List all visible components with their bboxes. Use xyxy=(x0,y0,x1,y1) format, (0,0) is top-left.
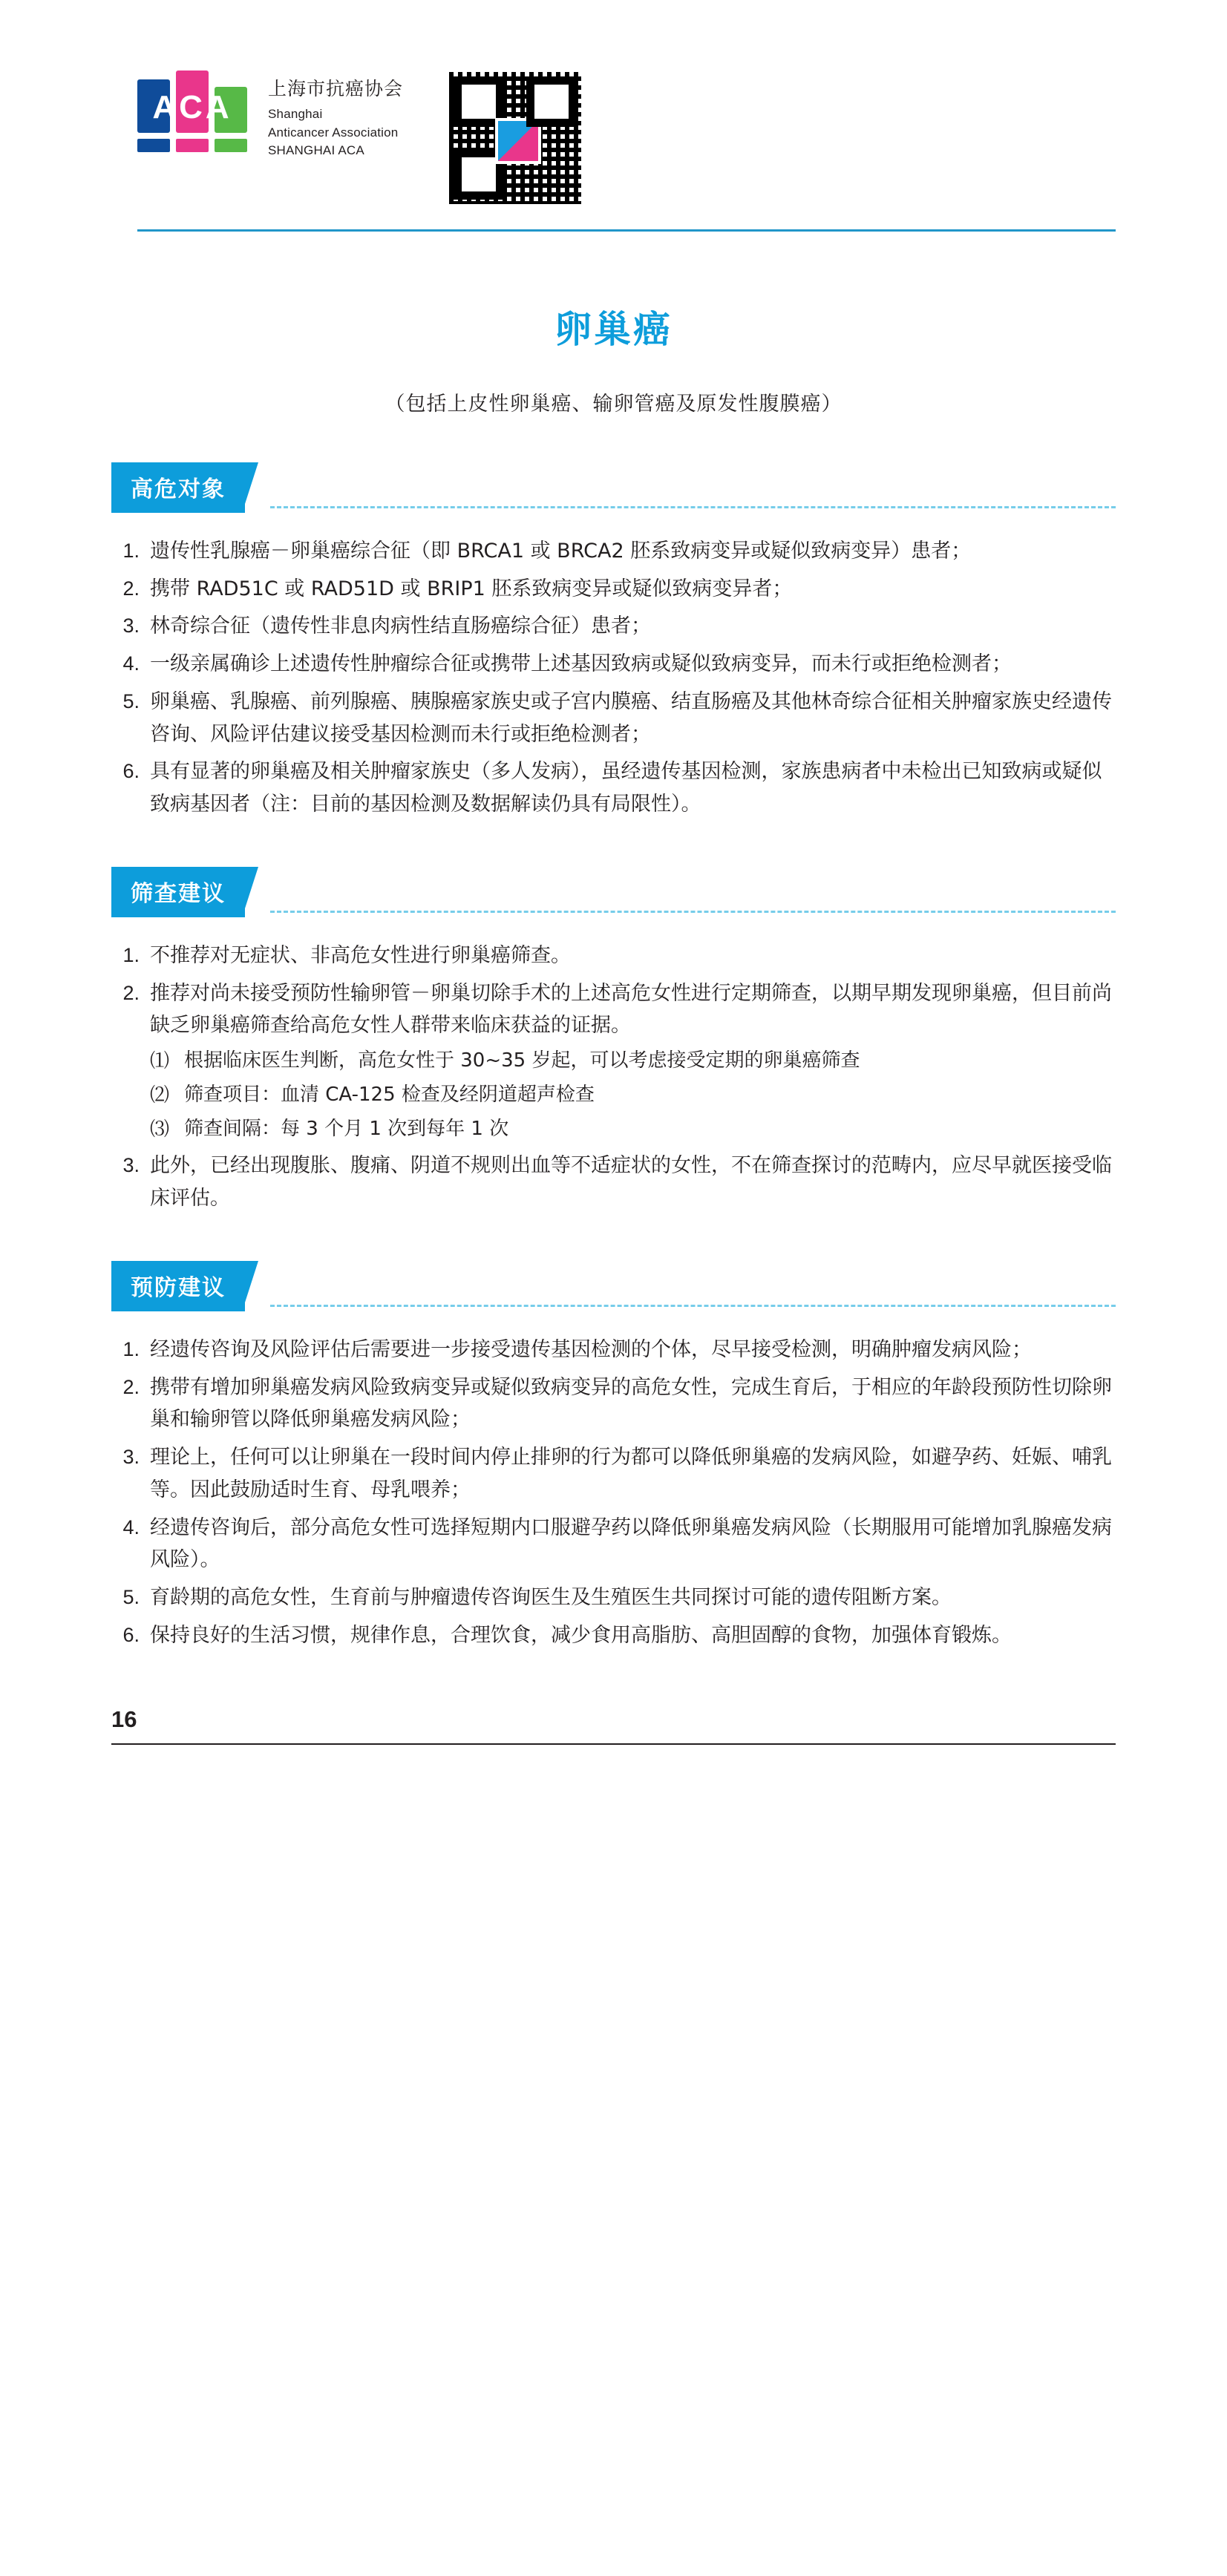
list-item-number: 3. xyxy=(122,1154,140,1177)
sub-list-item xyxy=(150,1045,1116,1076)
list-item xyxy=(111,1582,1116,1614)
organization-logo xyxy=(137,71,403,160)
list-item xyxy=(111,977,1116,1145)
list-item-number: 1. xyxy=(122,943,140,966)
org-name-cn: 上海市抗癌协会 xyxy=(268,78,404,99)
org-name-en-line2: Anticancer Association xyxy=(268,125,399,140)
list-item-number: 6. xyxy=(122,760,140,783)
list-item-number: 1. xyxy=(122,1337,140,1360)
header-divider xyxy=(137,229,1116,232)
sub-list-item-text: 筛查项目：血清 CA-125 检查及经阴道超声检查 xyxy=(184,1084,595,1107)
list-item xyxy=(111,686,1116,750)
page-subtitle: （包括上皮性卵巢癌、输卵管癌及原发性腹膜癌） xyxy=(385,393,842,416)
list-item-body xyxy=(150,977,1116,1145)
list-item xyxy=(111,1441,1116,1506)
section-list xyxy=(111,1334,1116,1652)
aca-logo-letters: ACA xyxy=(152,89,232,125)
list-item-text: 经遗传咨询及风险评估后需要进一步接受遗传基因检测的个体，尽早接受检测，明确肿瘤发病风险； xyxy=(150,1337,1032,1361)
page-header xyxy=(0,0,1227,204)
list-item-text: 经遗传咨询后，部分高危女性可选择短期内口服避孕药以降低卵巢癌发病风险（长期服用可能增加乳腺癌发病风险）。 xyxy=(150,1515,1112,1572)
list-item-number: 3. xyxy=(122,1446,140,1469)
list-item xyxy=(111,648,1116,681)
list-item xyxy=(111,1512,1116,1576)
org-name-en-line3: SHANGHAI ACA xyxy=(268,143,364,158)
list-item-number: 5. xyxy=(122,1586,140,1609)
qr-code-icon xyxy=(449,72,581,204)
page-footer xyxy=(111,1706,1116,1788)
sub-list-item xyxy=(150,1113,1116,1144)
list-item-text: 保持良好的生活习惯，规律作息，合理饮食，减少食用高脂肪、高胆固醇的食物，加强体育锻炼。 xyxy=(150,1623,1012,1647)
sub-list-item-number: ⑶ xyxy=(150,1118,170,1141)
list-item-text: 不推荐对无症状、非高危女性进行卵巢癌筛查。 xyxy=(150,943,571,967)
list-item-number: 2. xyxy=(122,1375,140,1398)
section-header xyxy=(111,462,1116,513)
sub-list-item-text: 根据临床医生判断，高危女性于 30~35 岁起，可以考虑接受定期的卵巢癌筛查 xyxy=(184,1049,860,1072)
section-header xyxy=(111,1261,1116,1311)
list-item-number: 4. xyxy=(122,652,140,675)
list-item xyxy=(111,1619,1116,1652)
list-item-number: 5. xyxy=(122,689,140,712)
section-dashed-rule xyxy=(270,1305,1116,1307)
sub-list-item xyxy=(150,1079,1116,1110)
section-list xyxy=(111,940,1116,1215)
list-item xyxy=(111,535,1116,568)
list-item-text: 育龄期的高危女性，生育前与肿瘤遗传咨询医生及生殖医生共同探讨可能的遗传阻断方案。 xyxy=(150,1586,952,1610)
list-item-number: 3. xyxy=(122,614,140,638)
list-item xyxy=(111,1150,1116,1214)
list-item-number: 2. xyxy=(122,577,140,600)
list-item-text: 具有显著的卵巢癌及相关肿瘤家族史（多人发病），虽经遗传基因检测，家族患病者中未检出已知致病或疑似致病基因者（注：目前的基因检测及数据解读仍具有局限性）。 xyxy=(150,760,1102,816)
page-number: 16 xyxy=(111,1706,137,1733)
list-item-text: 携带 RAD51C 或 RAD51D 或 BRIP1 胚系致病变异或疑似致病变异者； xyxy=(150,577,793,600)
section-list xyxy=(111,535,1116,821)
list-item-text: 林奇综合征（遗传性非息肉病性结直肠癌综合征）患者； xyxy=(150,614,651,638)
sub-list xyxy=(150,1045,1116,1144)
list-item-number: 2. xyxy=(122,981,140,1004)
section-dashed-rule xyxy=(270,911,1116,913)
list-item xyxy=(111,1334,1116,1366)
list-item-text: 卵巢癌、乳腺癌、前列腺癌、胰腺癌家族史或子宫内膜癌、结直肠癌及其他林奇综合征相关肿瘤家族史经遗传咨询、风险评估建议接受基因检测而未行或拒绝检测者； xyxy=(150,689,1112,746)
section-screening xyxy=(111,867,1116,1215)
list-item xyxy=(111,610,1116,643)
list-item-number: 1. xyxy=(122,540,140,562)
list-item xyxy=(111,940,1116,972)
section-prevention xyxy=(111,1261,1116,1652)
list-item-number: 6. xyxy=(122,1623,140,1646)
section-high-risk xyxy=(111,462,1116,821)
sub-list-item-text: 筛查间隔：每 3 个月 1 次到每年 1 次 xyxy=(184,1118,509,1141)
section-tab-label: 高危对象 xyxy=(111,462,245,513)
sub-list-item-number: ⑵ xyxy=(150,1084,170,1107)
sub-list-item-number: ⑴ xyxy=(150,1049,170,1072)
aca-logo-icon xyxy=(137,71,249,152)
section-tab-label: 筛查建议 xyxy=(111,867,245,917)
list-item-text: 理论上，任何可以让卵巢在一段时间内停止排卵的行为都可以降低卵巢癌的发病风险，如避孕药、妊娠、哺乳等。因此鼓励适时生育、母乳喂养； xyxy=(150,1446,1112,1501)
list-item-text: 遗传性乳腺癌－卵巢癌综合征（即 BRCA1 或 BRCA2 胚系致病变异或疑似致病变异）患者； xyxy=(150,540,972,563)
list-item xyxy=(111,573,1116,606)
list-item-text: 此外，已经出现腹胀、腹痛、阴道不规则出血等不适症状的女性，不在筛查探讨的范畴内，应尽早就医接受临床评估。 xyxy=(150,1154,1112,1210)
section-header xyxy=(111,867,1116,917)
list-item xyxy=(111,1371,1116,1436)
list-item-text: 携带有增加卵巢癌发病风险致病变异或疑似致病变异的高危女性，完成生育后，于相应的年龄段预防性切除卵巢和输卵管以降低卵巢癌发病风险； xyxy=(150,1375,1112,1432)
list-item-text: 推荐对尚未接受预防性输卵管－卵巢切除手术的上述高危女性进行定期筛查，以期早期发现卵巢癌，但目前尚缺乏卵巢癌筛查给高危女性人群带来临床获益的证据。 xyxy=(150,981,1112,1038)
section-tab-label: 预防建议 xyxy=(111,1261,245,1311)
list-item xyxy=(111,756,1116,820)
org-name-en-line1: Shanghai xyxy=(268,107,323,121)
list-item-number: 4. xyxy=(122,1515,140,1538)
list-item-text: 一级亲属确诊上述遗传性肿瘤综合征或携带上述基因致病或疑似致病变异，而未行或拒绝检测者； xyxy=(150,652,1012,676)
section-dashed-rule xyxy=(270,506,1116,508)
footer-divider xyxy=(111,1743,1116,1745)
page-title: 卵巢癌 xyxy=(554,308,673,351)
organization-names xyxy=(268,71,403,160)
